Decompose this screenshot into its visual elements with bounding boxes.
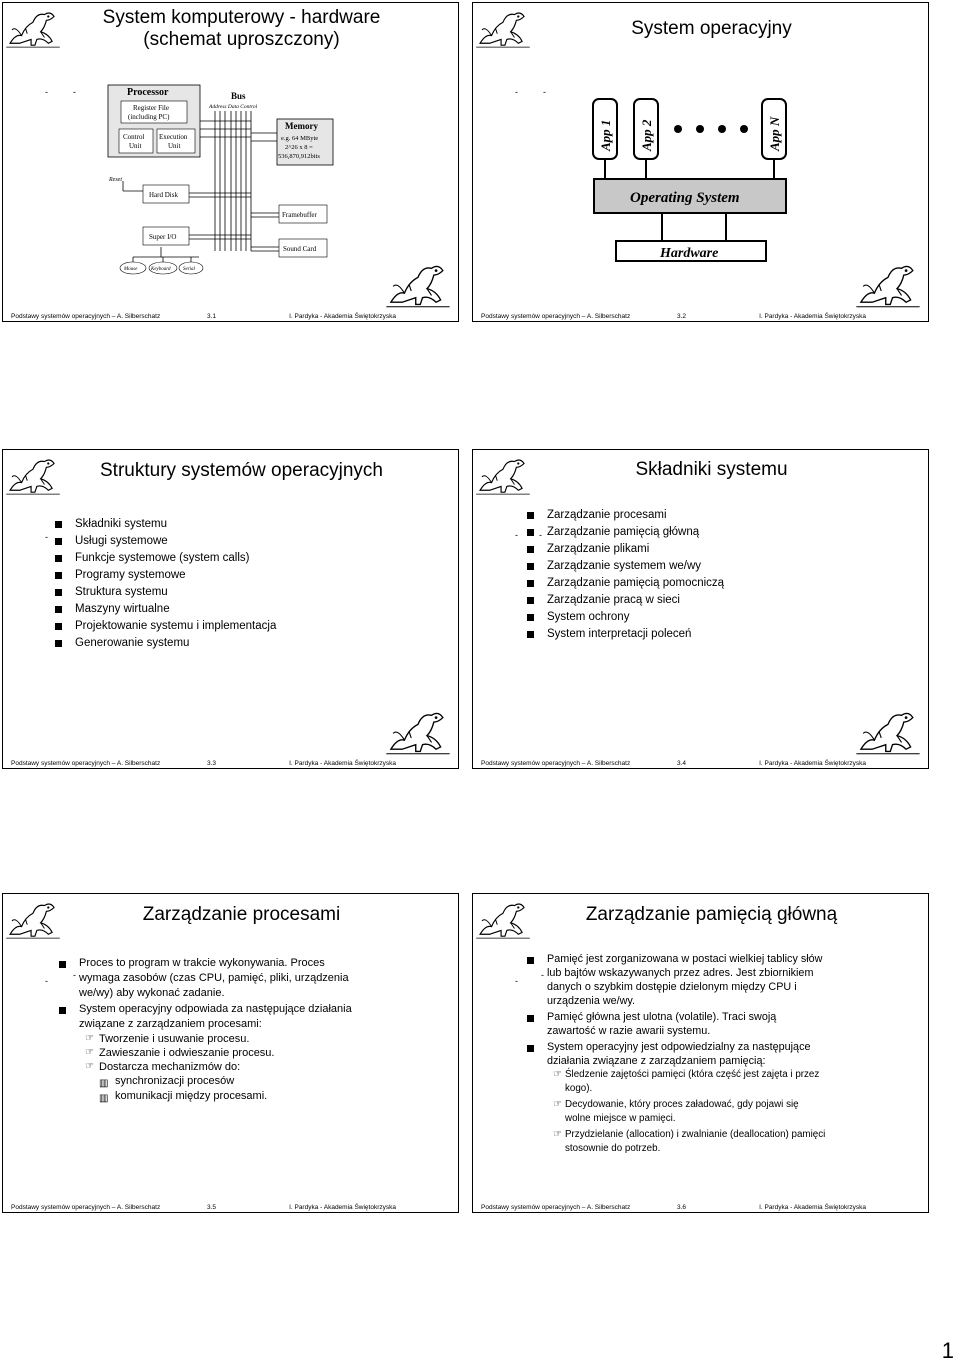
bullet-dash: - — [45, 87, 48, 97]
slide-footer: Podstawy systemów operacyjnych – A. Silberschatz 3.3 I. Pardyka - Akademia Świętokrzyska — [11, 760, 396, 767]
memory-label: Memory — [285, 121, 318, 131]
pointing-hand-icon: ☞ — [553, 1099, 562, 1110]
slide-1 — [2, 2, 459, 322]
svg-text:536,870,912bits: 536,870,912bits — [278, 153, 320, 160]
list-item: Maszyny wirtualne — [53, 601, 276, 618]
bullet-dash: - — [515, 87, 518, 97]
os-layer-diagram — [588, 95, 798, 275]
bullet-dash: - — [541, 970, 544, 980]
bullet-dash: - — [73, 87, 76, 97]
bullet-dash: - — [45, 532, 48, 542]
slide-2 — [472, 2, 929, 322]
hardware-diagram — [103, 81, 343, 276]
sub-item: ☞ Dostarcza mechanizmów do: ▥ synchronizacji procesów ▥ komunikacji między procesami. — [79, 1060, 352, 1104]
svg-text:Keyboard: Keyboard — [151, 267, 171, 272]
svg-text:(including PC): (including PC) — [128, 113, 170, 121]
svg-text:Sound Card: Sound Card — [283, 245, 317, 253]
bullet-dash: - — [539, 530, 542, 540]
slide-4 — [472, 449, 929, 769]
svg-text:Address Data Control: Address Data Control — [209, 104, 258, 110]
dinosaur-footer-icon — [382, 257, 454, 309]
page-number: 1 — [941, 1338, 954, 1363]
svg-text:Framebuffer: Framebuffer — [282, 211, 317, 219]
bricks-icon: ▥ — [99, 1078, 109, 1089]
bullet-dash: - — [515, 976, 518, 986]
sub-sub-item: ▥ komunikacji między procesami. — [99, 1090, 268, 1104]
list-item: Pamięć jest zorganizowana w postaci wielkiej tablicy słów lub bajtów wskazywanych przez adres. Jest zbiornikiem danych o szybkim dostępie dzielonym między CPU i urządzenia we/wy. — [525, 952, 825, 1008]
list-item: System interpretacji poleceń — [525, 626, 724, 643]
list-item: Generowanie systemu — [53, 635, 276, 652]
list-item: Programy systemowe — [53, 567, 276, 584]
appn-label: App N — [767, 116, 782, 151]
sub-item: ☞ Tworzenie i usuwanie procesu. — [85, 1033, 250, 1045]
list-item: System ochrony — [525, 609, 724, 626]
dinosaur-footer-icon — [852, 704, 924, 756]
svg-text:Super I/O: Super I/O — [149, 233, 177, 241]
bus-label: Bus — [231, 91, 246, 101]
sub-item: ☞ Zawieszanie i odwieszanie procesu. — [85, 1047, 275, 1059]
pointing-hand-icon: ☞ — [85, 1047, 94, 1058]
dinosaur-footer-icon — [382, 704, 454, 756]
list-item: Zarządzanie pamięcią pomocniczą — [525, 575, 724, 592]
os-label: Operating System — [630, 190, 740, 206]
sub-item: ☞ Śledzenie zajętości pamięci (która część jest zajęta i przez kogo). — [553, 1069, 820, 1094]
slide-footer: Podstawy systemów operacyjnych – A. Silberschatz 3.2 I. Pardyka - Akademia Świętokrzyska — [481, 313, 866, 320]
bullet-dash: - — [73, 970, 76, 980]
slide-title: Struktury systemów operacyjnych — [100, 460, 383, 481]
svg-text:Control: Control — [123, 133, 145, 141]
pointing-hand-icon: ☞ — [553, 1129, 562, 1140]
bullet-dash: - — [515, 530, 518, 540]
list-item: Składniki systemu — [53, 516, 276, 533]
list-item: Proces to program w trakcie wykonywania. Proces wymaga zasobów (czas CPU, pamięć, pliki, urządzenia we/wy) aby wykonać zadanie. — [57, 956, 352, 1001]
slide-title: Składniki systemu — [635, 459, 788, 480]
slide-footer: Podstawy systemów operacyjnych – A. Silberschatz 3.1 I. Pardyka - Akademia Świętokrzyska — [11, 313, 396, 320]
list-item: Pamięć główna jest ulotna (volatile). Traci swoją zawartość w razie awarii systemu. — [525, 1010, 825, 1038]
list-item: Zarządzanie plikami — [525, 541, 724, 558]
memory-content — [525, 952, 825, 1156]
slide-3 — [2, 449, 459, 769]
slide-footer: Podstawy systemów operacyjnych – A. Silberschatz 3.5 I. Pardyka - Akademia Świętokrzyska — [11, 1204, 396, 1211]
bullet-dash: - — [543, 87, 546, 97]
list-item: Zarządzanie systemem we/wy — [525, 558, 724, 575]
app2-label: App 2 — [639, 119, 654, 151]
svg-text:Register File: Register File — [133, 104, 169, 112]
slide-title: System operacyjny — [631, 18, 792, 39]
svg-text:e.g. 64 MByte: e.g. 64 MByte — [281, 135, 319, 142]
dinosaur-footer-icon — [852, 257, 924, 309]
sub-sub-item: ▥ synchronizacji procesów — [99, 1075, 235, 1089]
bullet-dash: - — [45, 976, 48, 986]
svg-text:2^26 x 8 =: 2^26 x 8 = — [285, 144, 313, 151]
app1-label: App 1 — [598, 119, 613, 151]
slide-title: System komputerowy - hardware (schemat uproszczony) — [102, 7, 381, 50]
sub-item: ☞ Przydzielanie (allocation) i zwalnianie (deallocation) pamięci stosownie do potrzeb. — [553, 1129, 826, 1154]
list-item: Projektowanie systemu i implementacja — [53, 618, 276, 635]
slide-title: Zarządzanie pamięcią główną — [585, 904, 838, 925]
list-item: Zarządzanie pamięcią główną — [525, 524, 724, 541]
list-item: System operacyjny jest odpowiedzialny za następujące działania związane z zarządzaniem pamięcią: ☞ Śledzenie zajętości pamięci (która część jest zajęta i przez kogo). ☞ Decydowanie, który proces załadować, gdy pojawi się wolne miejsce w pamięci. ☞ Przydzielanie (allocation) i zwalnianie (deallocation) pamięci stosownie do potrzeb. — [525, 1040, 825, 1156]
list-item: System operacyjny odpowiada za następujące działania związane z zarządzaniem procesami: ☞ Tworzenie i usuwanie procesu. ☞ Zawieszanie i odwieszanie procesu. ☞ Dostarcza mechanizmów do: ▥ synchronizacji procesów ▥ komunikacji między procesami. — [57, 1002, 352, 1104]
list-item: Funkcje systemowe (system calls) — [53, 550, 276, 567]
slide-6 — [472, 893, 929, 1213]
pointing-hand-icon: ☞ — [85, 1061, 94, 1072]
svg-text:Unit: Unit — [168, 142, 181, 150]
processor-label: Processor — [127, 87, 169, 98]
svg-text:Execution: Execution — [159, 133, 188, 141]
list-item: Usługi systemowe — [53, 533, 276, 550]
sub-sub-list — [99, 1074, 352, 1104]
pointing-hand-icon: ☞ — [85, 1033, 94, 1044]
hardware-label: Hardware — [660, 246, 719, 261]
bricks-icon: ▥ — [99, 1093, 109, 1104]
slide-5 — [2, 893, 459, 1213]
slide-title: Zarządzanie procesami — [142, 904, 341, 925]
list-item: Struktura systemu — [53, 584, 276, 601]
sub-list — [547, 1068, 825, 1156]
svg-text:Mouse: Mouse — [124, 267, 138, 272]
list-item: Zarządzanie procesami — [525, 507, 724, 524]
pointing-hand-icon: ☞ — [553, 1069, 562, 1080]
sub-item: ☞ Decydowanie, który proces załadować, gdy pojawi się wolne miejsce w pamięci. — [553, 1099, 799, 1124]
slide-footer: Podstawy systemów operacyjnych – A. Silberschatz 3.6 I. Pardyka - Akademia Świętokrzyska — [481, 1204, 866, 1211]
slide-footer: Podstawy systemów operacyjnych – A. Silberschatz 3.4 I. Pardyka - Akademia Świętokrzyska — [481, 760, 866, 767]
svg-text:Unit: Unit — [129, 142, 142, 150]
process-content — [57, 956, 352, 1104]
component-list — [525, 507, 724, 643]
svg-text:Serial: Serial — [183, 267, 195, 272]
list-item: Zarządzanie pracą w sieci — [525, 592, 724, 609]
topic-list — [53, 516, 276, 652]
svg-text:Reset: Reset — [109, 177, 122, 183]
sub-list — [79, 1032, 352, 1104]
svg-text:Hard Disk: Hard Disk — [149, 191, 178, 199]
